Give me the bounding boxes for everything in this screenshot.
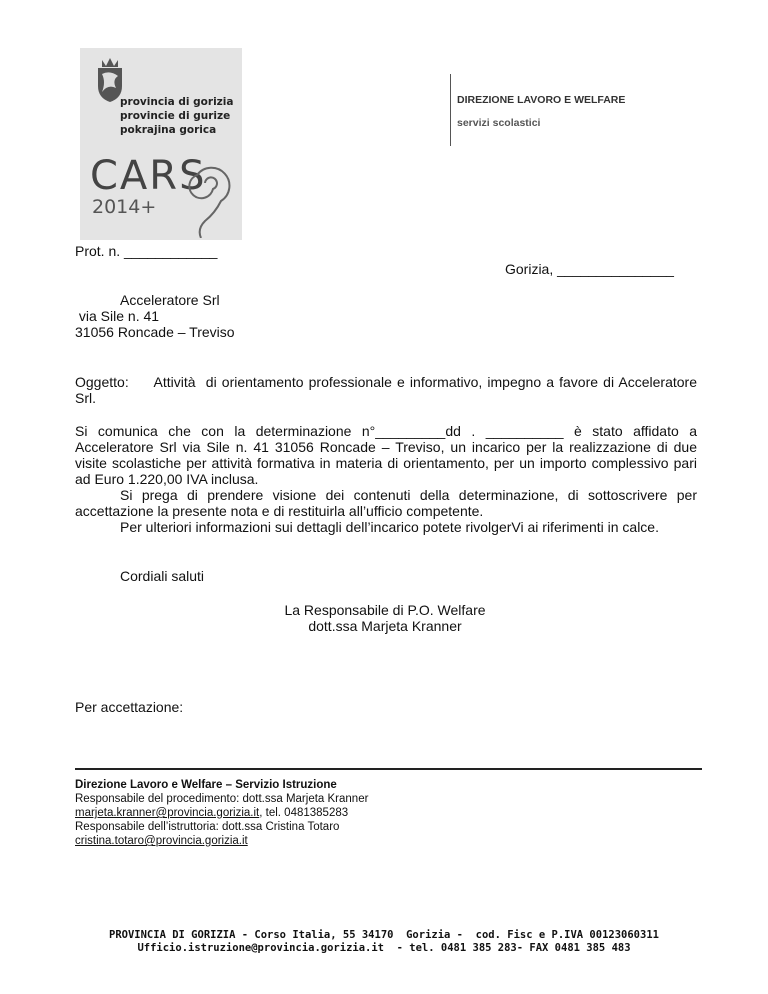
header-divider	[450, 74, 451, 146]
acceptance-label: Per accettazione:	[75, 699, 184, 715]
body-paragraph: Si comunica che con la determinazione n°_________dd . __________ è stato affidato a Acceleratore Srl via Sile n. 41 31056 Roncade – Treviso, un incarico per la realizzazione di due visite scolastiche per attività formativa in materia di orientamento, per un importo complessivo pari ad Euro 1.220,00 IVA inclusa.	[75, 423, 697, 487]
logo-line: pokrajina gorica	[120, 124, 217, 136]
greeting: Cordiali saluti	[120, 568, 205, 584]
signature-role: La Responsabile di P.O. Welfare	[284, 602, 486, 618]
logo-line: provincie di gurize	[120, 110, 231, 122]
recipient-street: via Sile n. 41	[75, 308, 160, 324]
letter-body	[75, 423, 697, 535]
footer-instructor: Responsabile dell’istruttoria: dott.ssa Cristina Totaro	[75, 821, 340, 833]
footer-contacts	[75, 778, 368, 848]
footer-title: Direzione Lavoro e Welfare – Servizio Istruzione	[75, 779, 337, 791]
footer-phone: , tel. 0481385283	[259, 807, 349, 819]
logo-province-names	[120, 95, 233, 137]
recipient-city: 31056 Roncade – Treviso	[75, 324, 235, 340]
logo-cars: CARS	[90, 153, 207, 199]
institution-contacts: Ufficio.istruzione@provincia.gorizia.it - tel. 0481 385 283- FAX 0481 385 483	[137, 942, 631, 954]
email-link[interactable]: marjeta.kranner@provincia.gorizia.it	[75, 807, 260, 819]
body-paragraph: Per ulteriori informazioni sui dettagli dell’incarico potete rivolgerVi ai riferimenti in calce.	[120, 519, 659, 535]
province-logo	[80, 48, 242, 240]
recipient-name: Acceleratore Srl	[120, 292, 220, 308]
place-date: Gorizia, _______________	[505, 261, 674, 277]
protocol-number: Prot. n. ____________	[75, 243, 218, 259]
logo-year: 2014+	[92, 196, 157, 218]
spiral-icon	[175, 143, 237, 238]
footer-responsible: Responsabile del procedimento: dott.ssa Marjeta Kranner	[75, 793, 369, 805]
recipient-address	[75, 292, 235, 340]
institution-footer	[0, 929, 768, 955]
signature-block	[230, 602, 540, 634]
body-paragraph: Si prega di prendere visione dei contenuti della determinazione, di sottoscrivere per accettazione la presente nota e di restituirla all’ufficio competente.	[75, 487, 697, 519]
footer-contact-line	[75, 806, 368, 820]
footer-divider	[75, 768, 702, 770]
department-subtitle: servizi scolastici	[457, 117, 541, 129]
logo-line: provincia di gorizia	[120, 96, 234, 108]
institution-address: PROVINCIA DI GORIZIA - Corso Italia, 55 34170 Gorizia - cod. Fisc e P.IVA 00123060311	[109, 929, 659, 941]
signature-name: dott.ssa Marjeta Kranner	[308, 618, 462, 634]
department-title: DIREZIONE LAVORO E WELFARE	[457, 94, 626, 106]
email-link[interactable]: cristina.totaro@provincia.gorizia.it	[75, 835, 248, 847]
subject: Oggetto: Attività di orientamento professionale e informativo, impegno a favore di Acceleratore Srl.	[75, 374, 701, 406]
